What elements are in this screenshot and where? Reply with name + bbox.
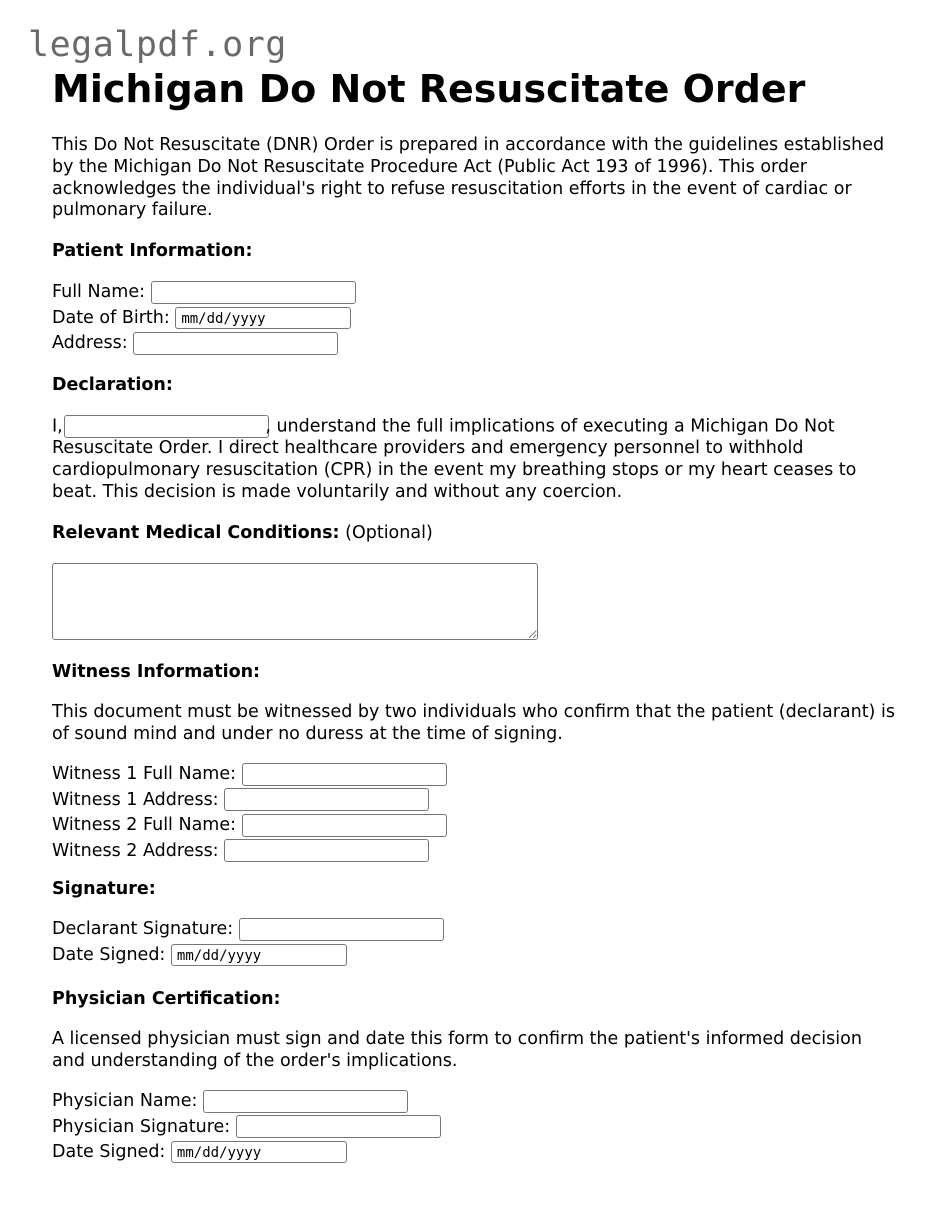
watermark: legalpdf.org xyxy=(28,25,287,65)
witness-fields xyxy=(52,762,897,864)
declaration-heading: Declaration: xyxy=(52,375,173,395)
date-signed-input[interactable]: mm/dd/yyyy xyxy=(171,944,347,966)
address-row xyxy=(52,331,897,357)
conditions-optional: (Optional) xyxy=(345,523,433,543)
dob-input[interactable]: mm/dd/yyyy xyxy=(175,307,351,329)
address-input[interactable] xyxy=(133,332,338,355)
physician-heading: Physician Certification: xyxy=(52,989,281,1009)
declaration-prefix: I, xyxy=(52,416,63,437)
conditions-heading-line xyxy=(52,523,897,545)
declarant-name-input[interactable] xyxy=(64,415,269,438)
physician-paragraph: A licensed physician must sign and date this form to confirm the patient's informed decision and understanding of the order's implications. xyxy=(52,1029,862,1071)
witness2-name-label: Witness 2 Full Name: xyxy=(52,815,237,835)
physician-name-label: Physician Name: xyxy=(52,1091,198,1111)
conditions-area xyxy=(52,563,897,647)
declaration-text: , understand the full implications of executing a Michigan Do Not Resuscitate Order. I direct healthcare providers and emergency personnel to withhold cardiopulmonary resuscitation (CPR) in the event my breathing stops or my heart ceases to beat. This decision is made voluntarily and without any coercion. xyxy=(52,416,857,502)
signature-heading: Signature: xyxy=(52,879,156,899)
physician-signature-row xyxy=(52,1115,897,1141)
full-name-input[interactable] xyxy=(151,281,356,304)
witness2-address-label: Witness 2 Address: xyxy=(52,840,219,861)
signature-fields xyxy=(52,917,897,968)
declaration-paragraph xyxy=(52,415,897,504)
declarant-signature-label: Declarant Signature: xyxy=(52,919,234,939)
witness1-address-row xyxy=(52,788,897,814)
witness2-name-input[interactable] xyxy=(242,814,447,837)
witness2-address-input[interactable] xyxy=(224,839,429,862)
physician-signature-label: Physician Signature: xyxy=(52,1116,231,1137)
witness2-name-row xyxy=(52,813,897,839)
intro-paragraph: This Do Not Resuscitate (DNR) Order is prepared in accordance with the guidelines established by the Michigan Do Not Resuscitate Procedure Act (Public Act 193 of 1996). This order acknowledges the individual's right to refuse resuscitation efforts in the event of cardiac or pulmonary failure. xyxy=(52,135,885,221)
conditions-textarea[interactable] xyxy=(52,563,538,640)
full-name-row xyxy=(52,280,897,306)
dob-row xyxy=(52,306,897,332)
physician-fields xyxy=(52,1089,897,1166)
conditions-heading: Relevant Medical Conditions: xyxy=(52,523,340,543)
witness1-address-input[interactable] xyxy=(224,788,429,811)
declarant-signature-row xyxy=(52,917,897,943)
physician-signature-input[interactable] xyxy=(236,1115,441,1138)
physician-date-input[interactable]: mm/dd/yyyy xyxy=(171,1141,347,1163)
address-label: Address: xyxy=(52,333,128,353)
physician-name-input[interactable] xyxy=(203,1090,408,1113)
patient-fields xyxy=(52,280,897,357)
witness1-name-row xyxy=(52,762,897,788)
page-title: Michigan Do Not Resuscitate Order xyxy=(52,67,806,111)
witness-paragraph: This document must be witnessed by two individuals who confirm that the patient (declarant) is of sound mind and under no duress at the time of signing. xyxy=(52,702,895,744)
patient-heading: Patient Information: xyxy=(52,241,253,261)
witness1-name-input[interactable] xyxy=(242,763,447,786)
physician-date-row xyxy=(52,1140,897,1166)
physician-date-label: Date Signed: xyxy=(52,1142,166,1162)
dob-label: Date of Birth: xyxy=(52,307,170,328)
witness2-address-row xyxy=(52,839,897,865)
full-name-label: Full Name: xyxy=(52,282,146,302)
date-signed-label: Date Signed: xyxy=(52,944,166,965)
declarant-signature-input[interactable] xyxy=(239,918,444,941)
physician-name-row xyxy=(52,1089,897,1115)
date-signed-row xyxy=(52,943,897,969)
witness-heading: Witness Information: xyxy=(52,662,261,682)
witness1-name-label: Witness 1 Full Name: xyxy=(52,764,237,784)
witness1-address-label: Witness 1 Address: xyxy=(52,789,219,810)
